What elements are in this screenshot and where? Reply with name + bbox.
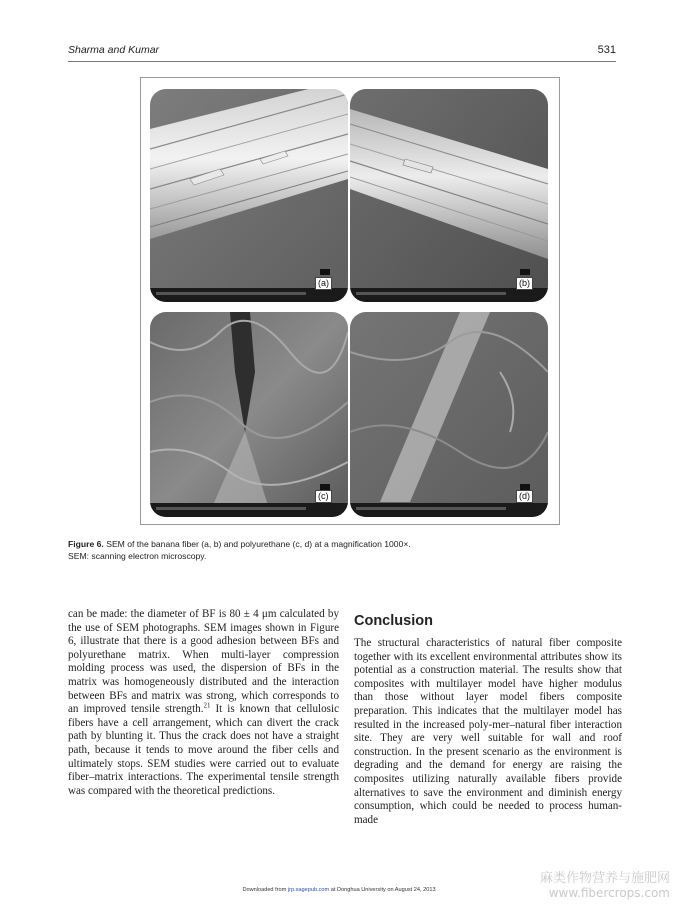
panel-label-c: (c) xyxy=(315,490,332,503)
scale-bar-b xyxy=(520,269,530,275)
watermark xyxy=(540,872,670,900)
footer-text-post: at Donghua University on August 24, 2013 xyxy=(329,887,436,893)
figure-caption xyxy=(68,538,616,562)
scale-bar-d xyxy=(520,484,530,490)
page-number: 531 xyxy=(597,44,616,56)
caption-note: SEM: scanning electron microscopy. xyxy=(68,551,207,561)
scale-bar-c xyxy=(320,484,330,490)
left-text-after-ref: It is known that cellulosic fibers have a cell arrangement, which can divert the crack path by blunting it. Thus the crack does not have a straight path, because it tends to move around the fiber cells and ultimately stops. SEM studies were carried out to evaluate fiber–matrix interactions. The experimental tensile strength was compared with the theoretical predictions. xyxy=(68,703,340,797)
footer-link[interactable]: jrp.sagepub.com xyxy=(287,887,330,893)
conclusion-paragraph: The structural characteristics of natural fiber composite together with its excellent environmental attributes show its potential as a construction material. The results show that composites with multilayer model have higher modulus than those without layer model fibers composite preparation. This indicates that the multilayer model has resulted in the increased poly-mer–natural fiber interaction site. They are very well suitable for wall and roof construction. In the present scenario as the environment is degrading and the demand for energy are raising the composites utilizing naturally available fibers provide alternatives to save the environment and diminish energy consumption, which could be needed to process human-made xyxy=(354,637,622,826)
panel-label-d: (d) xyxy=(516,490,533,503)
watermark-url: www.fibercrops.com xyxy=(548,886,670,900)
sem-image-b xyxy=(350,89,548,302)
caption-text: SEM of the banana fiber (a, b) and polyurethane (c, d) at a magnification 1000×. xyxy=(103,539,411,549)
left-column-paragraph xyxy=(68,608,339,798)
panel-label-b: (b) xyxy=(516,277,533,290)
sem-image-d xyxy=(350,312,548,517)
sem-image-c xyxy=(150,312,348,517)
scale-bar-a xyxy=(320,269,330,275)
footer-text-pre: Downloaded from xyxy=(242,887,288,893)
sem-image-a xyxy=(150,89,348,302)
running-header-author: Sharma and Kumar xyxy=(68,44,160,56)
caption-label: Figure 6. xyxy=(68,539,104,549)
watermark-cn: 麻类作物营养与施肥网 xyxy=(539,871,670,886)
section-heading-conclusion: Conclusion xyxy=(354,613,433,629)
figure-6 xyxy=(140,77,560,525)
left-text-before-ref: can be made: the diameter of BF is 80 ± 4 μm calculated by the use of SEM photographs. SEM images shown in Figure 6, illustrate that there is a good adhesion between BFs and polyurethane matrix. When multi-layer compression molding process was used, the dispersion of BFs in the matrix was homogeneously distributed and the interaction between BFs and matrix was strong, which corresponds to an improved tensile strength. xyxy=(68,608,339,716)
reference-superscript: 21 xyxy=(203,701,211,710)
panel-label-a: (a) xyxy=(315,277,332,290)
header-divider xyxy=(68,61,616,62)
